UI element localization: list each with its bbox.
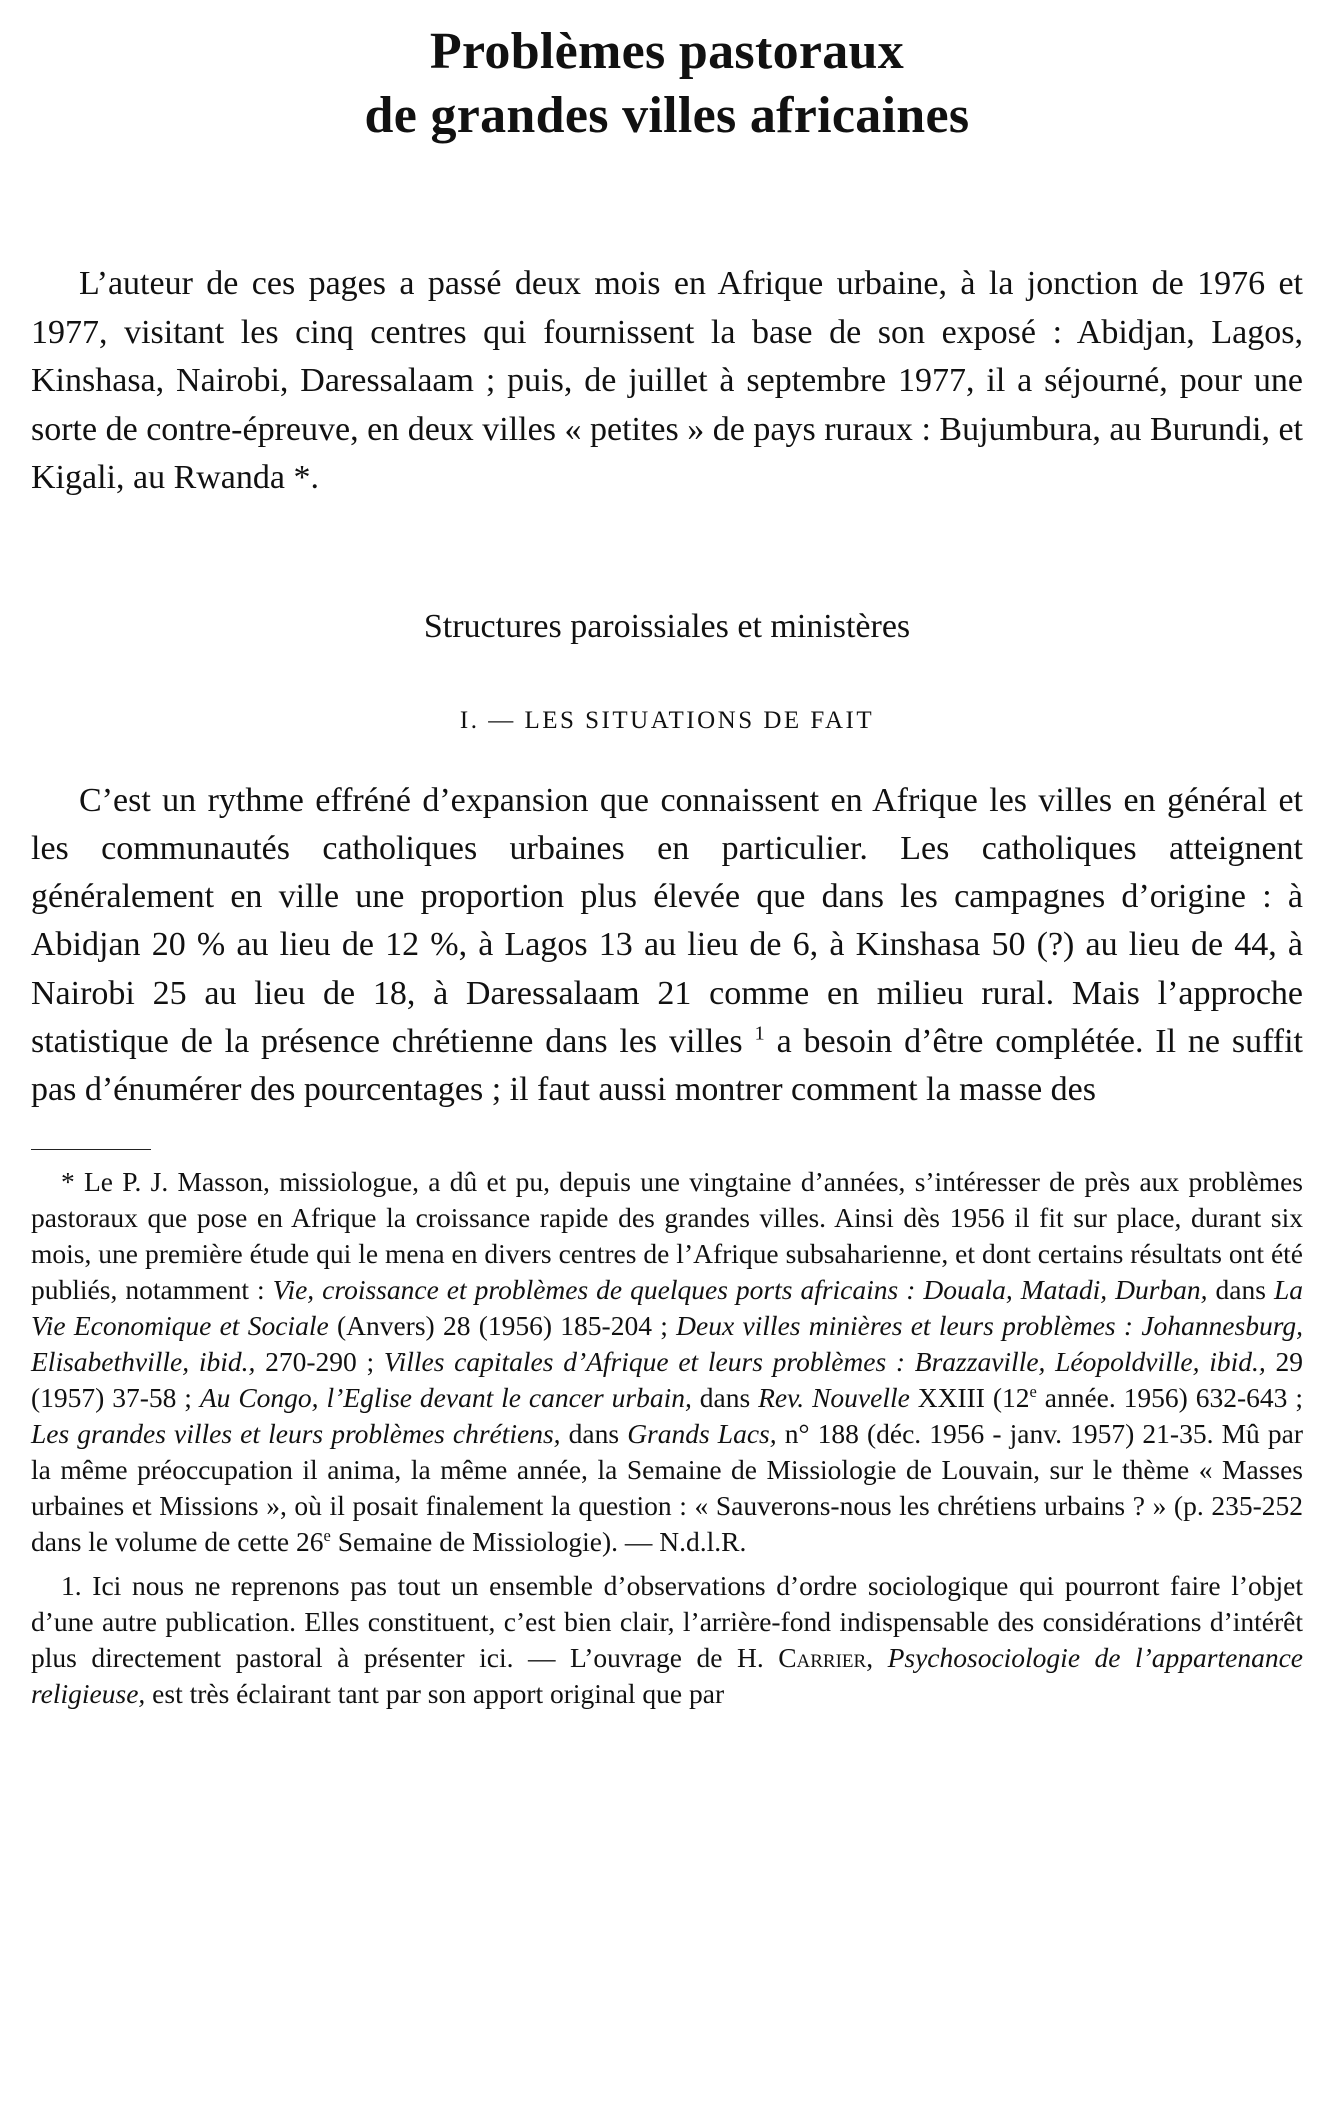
footnote-ref-1: 1 [754,1022,765,1045]
fn-italic: Les grandes villes et leurs problèmes chrétiens, [31,1417,561,1449]
fn-author-smallcaps: Carrier [778,1641,867,1673]
fn-text: * Le P. J. Masson, missiologue, a dû et pu, depuis une vingtaine d’années, s’intéresser de près aux problèmes pastoraux que pose en Afrique la croissance rapide des grandes villes. Ainsi dès 1956 il fit sur place, durant six mois, une première étude qui le mena en divers centres de l’Afrique subsaharienne, et dont certains résultats ont été publiés, notamment : [31,1165,1303,1305]
fn-text: Semaine de Missiologie). — N.d.l.R. [330,1525,747,1557]
body-paragraph [31,777,1303,1115]
document-page [31,20,1303,1712]
fn-text: n° 188 (déc. 1956 - janv. 1957) 21-35. Mû par la même préoccupation il anima, la même année, la Semaine de Missiologie de Louvain, sur le thème « Masses urbaines et Missions », où il posait finalement la question : « Sauverons-nous les chrétiens urbains ? » (p. 235-252 dans le volume de cette 26 [31,1417,1303,1557]
fn-text: 1. Ici nous ne reprenons pas tout un ensemble d’observations d’ordre sociologique qui pourront faire l’objet d’une autre publication. Elles constituent, c’est bien clair, l’arrière-fond indispensable des considérations d’intérêt plus directement pastoral à présenter ici. — L’ouvrage de H. [31,1569,1303,1673]
fn-italic: Vie, croissance et problèmes de quelques ports africains : Douala, Matadi, Durban, [272,1273,1208,1305]
fn-text: 270-290 ; [255,1345,384,1377]
fn-italic: Grands Lacs, [627,1417,777,1449]
title-line-1: Problèmes pastoraux [429,23,905,80]
fn-italic: Rev. Nouvelle [758,1381,910,1413]
fn-superscript: e [1029,1381,1037,1401]
fn-superscript: e [323,1525,331,1545]
intro-paragraph: L’auteur de ces pages a passé deux mois en Afrique urbaine, à la jonction de 1976 et 1977, visitant les cinq centres qui fournissent la base de son exposé : Abidjan, Lagos, Kinshasa, Nairobi, Daressalaam ; puis, de juillet à septembre 1977, il a séjourné, pour une sorte de contre-épreuve, en deux villes « petites » de pays ruraux : Bujumbura, au Burundi, et Kigali, au Rwanda *. [31,265,1303,496]
fn-italic: Deux villes minières et leurs problèmes : Johannesburg, Elisabethville, ibid., [31,1309,1304,1377]
fn-text: dans [1207,1273,1274,1305]
body-text-part-1: C’est un rythme effréné d’expansion que connaissent en Afrique les villes en général et les communautés catholiques urbaines en particulier. Les catholiques atteignent généralement en ville une proportion plus élevée que dans les campagnes d’origine : à Abidjan 20 % au lieu de 12 %, à Lagos 13 au lieu de 6, à Kinshasa 50 (?) au lieu de 44, à Nairobi 25 au lieu de 18, à Daressalaam 21 comme en milieu rural. Mais l’approche statistique de la présence chrétienne dans les villes [31,781,1303,1060]
body-text-part-2: a besoin d’être complétée. Il ne suffit pas d’énumérer des pourcentages ; il faut aussi montrer comment la masse des [31,1022,1303,1109]
fn-italic: Villes capitales d’Afrique et leurs problèmes : Brazzaville, Léopoldville, ibid., [383,1345,1266,1377]
footnote-1 [31,1568,1303,1712]
article-title [31,20,1303,148]
fn-text: XXIII (12 [909,1381,1030,1413]
subsection-title: I. — LES SITUATIONS DE FAIT [459,706,875,734]
fn-text: est très éclairant tant par son apport original que par [145,1677,725,1709]
section-title: Structures paroissiales et ministères [423,607,911,645]
footnote-divider [31,1149,151,1150]
fn-text: dans [691,1381,759,1413]
fn-text: dans [560,1417,628,1449]
fn-text: (Anvers) 28 (1956) 185-204 ; [328,1309,677,1341]
title-line-2: de grandes villes africaines [364,87,970,144]
footnote-star [31,1164,1303,1560]
fn-text: , [866,1641,888,1673]
fn-italic: La Vie Economique et Sociale [31,1273,1303,1341]
fn-text: 29 (1957) 37-58 ; [31,1345,1303,1413]
fn-italic: Au Congo, l’Eglise devant le cancer urbain, [199,1381,692,1413]
fn-italic: Psychosociologie de l’appartenance religieuse, [31,1641,1303,1709]
fn-text: année. 1956) 632-643 ; [1036,1381,1303,1413]
